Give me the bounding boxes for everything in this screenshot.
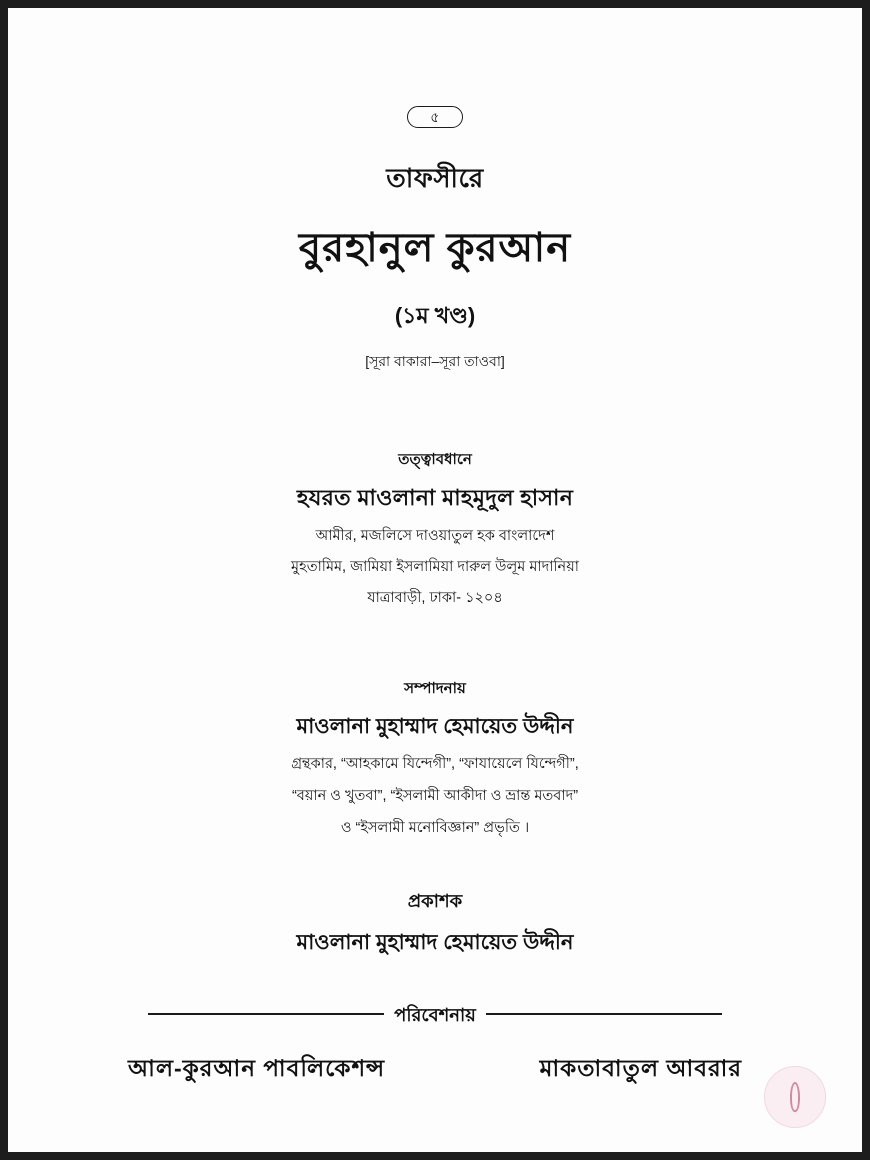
distribution-block [8, 1001, 862, 1081]
page-edge-right [862, 0, 870, 1160]
editor-works-3: ও “ইসলামী মনোবিজ্ঞান” প্রভৃতি । [340, 820, 530, 836]
distribution-rule-right [482, 1013, 722, 1015]
publisher-block [8, 887, 862, 961]
page-content [8, 8, 862, 1152]
editor-block [8, 677, 862, 841]
distribution-names [8, 1050, 862, 1089]
supervision-block [8, 448, 862, 611]
publisher-name: মাওলানা মুহাম্মাদ হেমায়েত উদ্দীন [296, 931, 574, 954]
editor-label: সম্পাদনায় [404, 680, 466, 697]
publisher-label: প্রকাশক [407, 891, 463, 911]
supervisor-detail-1: আমীর, মজলিসে দাওয়াতুল হক বাংলাদেশ [315, 528, 555, 544]
distributor-left: আল-কুরআন পাবলিকেশন্স [128, 1055, 386, 1081]
title-prefix: তাফসীরে [386, 163, 484, 193]
distribution-rule-left [148, 1013, 388, 1015]
page-edge-top [0, 0, 870, 8]
distributor-right: মাকতাবাতুল আবরার [539, 1055, 742, 1081]
distribution-label: পরিবেশনায় [384, 1001, 486, 1032]
page-edge-left [0, 0, 8, 1160]
supervisor-detail-3: যাত্রাবাড়ী, ঢাকা- ১২০৪ [367, 590, 503, 606]
supervisor-name: হযরত মাওলানা মাহমূদুল হাসান [296, 485, 574, 510]
volume-label: (১ম খণ্ড) [394, 303, 476, 328]
editor-name: মাওলানা মুহাম্মাদ হেমায়েত উদ্দীন [296, 715, 574, 738]
editor-works-2: “বয়ান ও খুতবা”, “ইসলামী আকীদা ও ভ্রান্ত মতবাদ” [291, 788, 579, 804]
watermark-logo-icon [764, 1066, 826, 1128]
page-number-badge: ৫ [407, 106, 463, 128]
page-title: বুরহানুল কুরআন [298, 226, 572, 270]
supervisor-detail-2: মুহতামিম, জামিয়া ইসলামিয়া দারুল উলূম মাদানিয়া [291, 559, 579, 575]
editor-works-1: গ্রন্থকার, “আহকামে যিন্দেগী”, “ফাযায়েলে যিন্দেগী”, [291, 756, 579, 772]
surah-range-label: [সূরা বাকারা–সূরা তাওবা] [365, 353, 505, 369]
pen-nib-icon [790, 1082, 800, 1112]
supervision-label: তত্ত্বাবধানে [398, 451, 472, 468]
page-edge-bottom [0, 1152, 870, 1160]
